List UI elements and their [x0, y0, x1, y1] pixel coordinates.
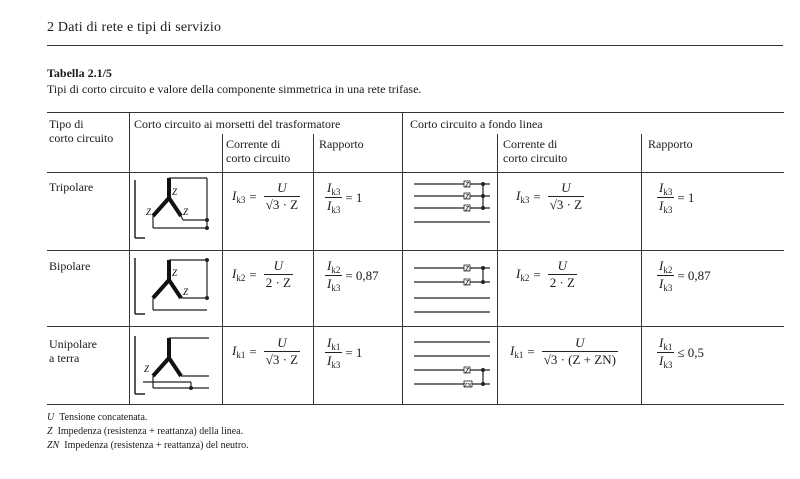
note-zn — [47, 440, 249, 451]
diag-label-z: Z — [183, 207, 189, 217]
ratio-value: = 1 — [345, 344, 363, 360]
col-header-type-line2: corto circuito — [49, 131, 114, 145]
formula-num: U — [561, 180, 571, 195]
formula-ik3-line: $I_{k3}$ = $\frac{U}{√3 \cdot Z}$ — [516, 180, 583, 212]
diag-label-z: Z — [465, 367, 469, 375]
note-symbol: Z — [47, 426, 53, 437]
diag-label-z: Z — [183, 287, 189, 297]
diagram-transformer-bipolare — [131, 252, 221, 324]
formula-num: U — [557, 258, 568, 273]
table-col-rule — [497, 134, 498, 404]
sub-header-current-line-l2: corto circuito — [503, 151, 568, 165]
diag-label-zn: ZN — [464, 383, 472, 389]
formula-den: 2 · Z — [549, 275, 575, 290]
row-type-tripolare: Tripolare — [49, 180, 94, 194]
ratio-ik3-line: $\frac{I_{k3}}{I_{k3}}$ = 1 — [659, 180, 695, 215]
sub-header-current — [226, 137, 290, 165]
table-col-rule — [402, 112, 403, 404]
table-col-rule — [129, 112, 130, 404]
group-header-transformer: Corto circuito ai morsetti del trasformatore — [134, 117, 341, 131]
diag-label-z: Z — [465, 279, 469, 287]
chapter-header: 2 Dati di rete e tipi di servizio — [47, 20, 222, 35]
formula-ik2-line: $I_{k2}$ = $\frac{U}{2 \cdot Z}$ — [516, 258, 575, 290]
formula-label: $I_{k3}$ — [232, 188, 246, 205]
diagram-line-bipolare — [408, 252, 496, 324]
group-header-line: Corto circuito a fondo linea — [410, 117, 543, 131]
note-text: Tensione concatenata. — [59, 412, 148, 423]
formula-ik1-line: $I_{k1}$ = $\frac{U}{√3 \cdot (Z + ZN)}$ — [510, 335, 616, 367]
col-header-type-line1: Tipo di — [49, 117, 84, 131]
diag-label-z: Z — [465, 265, 469, 273]
ratio-value: = 0,87 — [677, 267, 711, 283]
note-u — [47, 412, 147, 423]
sub-header-current-line — [503, 137, 567, 165]
ratio-ik3-transformer: $\frac{I_{k3}}{I_{k3}}$ = 1 — [327, 180, 363, 215]
note-text: Impedenza (resistenza + reattanza) della linea. — [57, 426, 244, 437]
formula-den: 2 · Z — [265, 275, 291, 290]
diag-label-z: Z — [172, 187, 178, 197]
formula-den: √3 · Z — [265, 197, 299, 212]
table-title: Tabella 2.1/5 — [47, 66, 112, 80]
diagram-line-unipolare — [408, 328, 496, 402]
table-row-rule — [47, 250, 784, 251]
note-symbol: U — [47, 412, 55, 423]
ratio-value: = 1 — [677, 189, 695, 205]
row-type-unipolare-l1: Unipolare — [49, 337, 97, 351]
formula-num: U — [575, 335, 585, 350]
table-subtitle: Tipi di corto circuito e valore della componente simmetrica in una rete trifase. — [47, 82, 422, 96]
row-type-unipolare-l2: a terra — [49, 351, 80, 365]
formula-num: U — [277, 180, 287, 195]
ratio-ik1-line: $\frac{I_{k1}}{I_{k3}}$ ≤ 0,5 — [659, 335, 704, 370]
note-text: Impedenza (resistenza + reattanza) del neutro. — [64, 440, 249, 451]
formula-num: U — [277, 335, 287, 350]
formula-ik2-transformer: $I_{k2}$ = $\frac{U}{2 \cdot Z}$ — [232, 258, 291, 290]
table-col-rule — [641, 134, 642, 404]
table-bottom-rule — [47, 404, 784, 405]
note-symbol: ZN — [47, 440, 60, 451]
diagram-transformer-tripolare — [131, 174, 221, 248]
table-top-rule — [47, 112, 784, 113]
table-col-rule — [222, 134, 223, 404]
formula-ik3-transformer: $I_{k3}$ = $\frac{U}{√3 \cdot Z}$ — [232, 180, 299, 212]
row-type-unipolare — [49, 337, 97, 365]
sub-header-current-line2: corto circuito — [226, 151, 291, 165]
formula-num: U — [273, 258, 284, 273]
formula-den: √3 · (Z + ZN) — [543, 352, 616, 367]
diagram-transformer-unipolare — [131, 328, 221, 402]
table-col-rule — [313, 134, 314, 404]
header-rule — [47, 45, 783, 46]
sub-header-ratio-line: Rapporto — [648, 137, 693, 151]
ratio-value: = 0,87 — [345, 267, 379, 283]
formula-den: √3 · Z — [549, 197, 583, 212]
sub-header-current-line-l1: Corrente di — [503, 137, 558, 151]
diag-label-z: Z — [172, 268, 178, 278]
diag-label-z: Z — [465, 205, 469, 213]
table-header-rule — [47, 172, 784, 173]
formula-den: √3 · Z — [265, 352, 299, 367]
ratio-ik2-transformer: $\frac{I_{k2}}{I_{k3}}$ = 0,87 — [327, 258, 379, 293]
diag-label-z: Z — [146, 207, 152, 217]
diag-label-z: Z — [465, 193, 469, 201]
formula-ik1-transformer: $I_{k1}$ = $\frac{U}{√3 \cdot Z}$ — [232, 335, 299, 367]
diag-label-z: Z — [144, 364, 150, 374]
ratio-value: ≤ 0,5 — [677, 344, 704, 360]
row-type-bipolare: Bipolare — [49, 259, 91, 273]
sub-header-current-line1: Corrente di — [226, 137, 281, 151]
col-header-type — [49, 117, 113, 145]
diag-label-z: Z — [465, 181, 469, 189]
diagram-line-tripolare — [408, 174, 496, 248]
ratio-value: = 1 — [345, 189, 363, 205]
ratio-ik1-transformer: $\frac{I_{k1}}{I_{k3}}$ = 1 — [327, 335, 363, 370]
table-row-rule — [47, 326, 784, 327]
ratio-ik2-line: $\frac{I_{k2}}{I_{k3}}$ = 0,87 — [659, 258, 711, 293]
note-z — [47, 426, 243, 437]
sub-header-ratio: Rapporto — [319, 137, 364, 151]
